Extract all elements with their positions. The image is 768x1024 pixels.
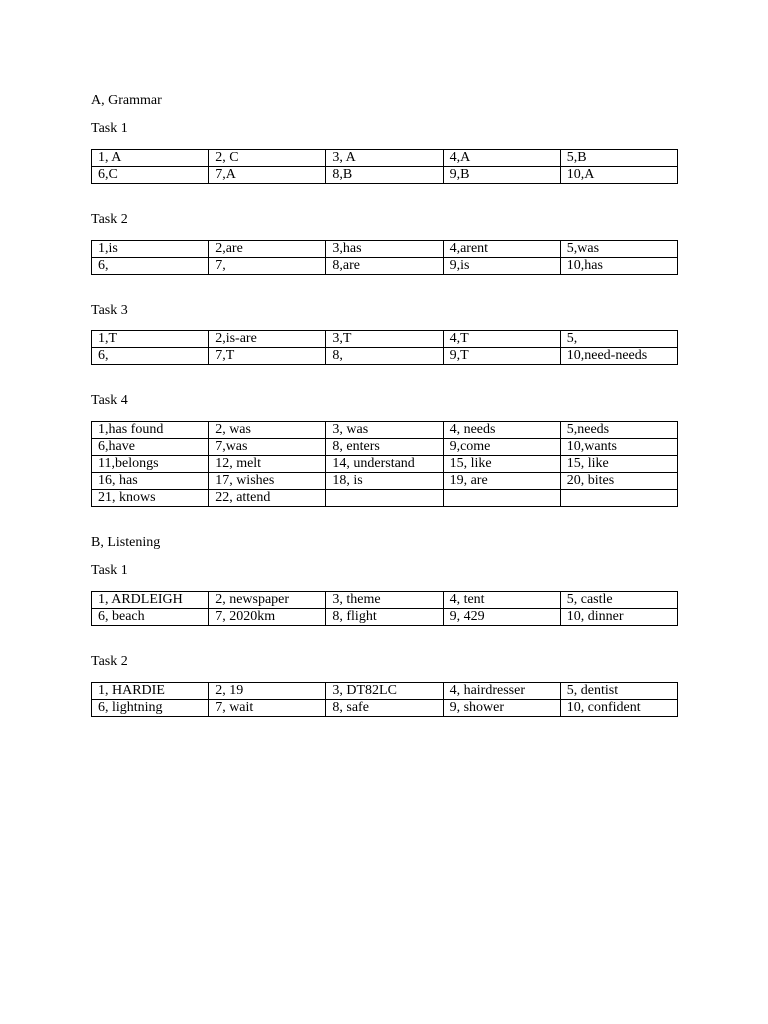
answer-cell: 2, 19 — [209, 683, 326, 700]
answer-cell: 17, wishes — [209, 473, 326, 490]
table-row — [92, 241, 678, 258]
answer-cell: 9,B — [443, 167, 560, 184]
answer-cell: 5, castle — [560, 592, 677, 609]
answer-cell — [443, 490, 560, 507]
answer-cell: 5,B — [560, 150, 677, 167]
answer-cell: 4,arent — [443, 241, 560, 258]
answer-table-grammar-task1 — [91, 149, 678, 184]
task-label-listening-2: Task 2 — [91, 654, 128, 669]
answer-cell: 6, — [92, 258, 209, 275]
table-row — [92, 683, 678, 700]
answer-cell: 4,T — [443, 331, 560, 348]
table-row — [92, 490, 678, 507]
answer-cell: 7, — [209, 258, 326, 275]
table-row — [92, 456, 678, 473]
answer-cell: 10,need-needs — [560, 348, 677, 365]
answer-cell: 3, A — [326, 150, 443, 167]
answer-cell: 8,B — [326, 167, 443, 184]
table-row — [92, 700, 678, 717]
answer-table-grammar-task2 — [91, 240, 678, 275]
answer-cell: 7,T — [209, 348, 326, 365]
answer-cell: 10,A — [560, 167, 677, 184]
answer-cell: 21, knows — [92, 490, 209, 507]
answer-cell: 1,is — [92, 241, 209, 258]
answer-cell: 15, like — [443, 456, 560, 473]
answer-cell: 19, are — [443, 473, 560, 490]
answer-cell: 8, — [326, 348, 443, 365]
table-row — [92, 439, 678, 456]
answer-cell: 6, — [92, 348, 209, 365]
answer-cell: 15, like — [560, 456, 677, 473]
answer-table-grammar-task3 — [91, 330, 678, 365]
answer-cell: 3, theme — [326, 592, 443, 609]
answer-cell: 11,belongs — [92, 456, 209, 473]
answer-cell: 1,has found — [92, 422, 209, 439]
answer-cell: 3, was — [326, 422, 443, 439]
task-label-grammar-4: Task 4 — [91, 393, 128, 408]
answer-cell: 7,A — [209, 167, 326, 184]
answer-cell: 7, wait — [209, 700, 326, 717]
answer-cell: 6, lightning — [92, 700, 209, 717]
table-row — [92, 592, 678, 609]
answer-cell — [326, 490, 443, 507]
section-title-listening: B, Listening — [91, 535, 161, 550]
answer-cell: 5,was — [560, 241, 677, 258]
answer-cell: 18, is — [326, 473, 443, 490]
answer-cell: 10,has — [560, 258, 677, 275]
answer-cell: 9,come — [443, 439, 560, 456]
answer-cell: 9, shower — [443, 700, 560, 717]
answer-cell: 8,are — [326, 258, 443, 275]
answer-cell: 6, beach — [92, 609, 209, 626]
answer-cell: 4, needs — [443, 422, 560, 439]
answer-cell: 10, confident — [560, 700, 677, 717]
task-label-listening-1: Task 1 — [91, 563, 128, 578]
answer-cell: 6,C — [92, 167, 209, 184]
answer-cell: 14, understand — [326, 456, 443, 473]
answer-cell: 8, enters — [326, 439, 443, 456]
answer-cell: 1, A — [92, 150, 209, 167]
answer-cell: 6,have — [92, 439, 209, 456]
answer-cell: 2,is-are — [209, 331, 326, 348]
section-title-grammar: A, Grammar — [91, 93, 162, 108]
answer-table-listening-task1 — [91, 591, 678, 626]
answer-cell: 8, flight — [326, 609, 443, 626]
answer-cell: 16, has — [92, 473, 209, 490]
answer-table-listening-task2 — [91, 682, 678, 717]
answer-cell: 9, 429 — [443, 609, 560, 626]
task-label-grammar-3: Task 3 — [91, 303, 128, 318]
table-row — [92, 348, 678, 365]
answer-cell: 3,has — [326, 241, 443, 258]
answer-cell: 7,was — [209, 439, 326, 456]
answer-cell — [560, 490, 677, 507]
answer-table-grammar-task4 — [91, 421, 678, 507]
table-row — [92, 609, 678, 626]
answer-cell: 5, — [560, 331, 677, 348]
answer-cell: 10, dinner — [560, 609, 677, 626]
answer-cell: 5, dentist — [560, 683, 677, 700]
table-row — [92, 167, 678, 184]
table-row — [92, 258, 678, 275]
answer-cell: 4, hairdresser — [443, 683, 560, 700]
answer-cell: 9,is — [443, 258, 560, 275]
table-row — [92, 331, 678, 348]
table-row — [92, 422, 678, 439]
answer-cell: 2,are — [209, 241, 326, 258]
answer-cell: 1, ARDLEIGH — [92, 592, 209, 609]
answer-cell: 9,T — [443, 348, 560, 365]
answer-cell: 12, melt — [209, 456, 326, 473]
answer-cell: 2, C — [209, 150, 326, 167]
answer-cell: 1,T — [92, 331, 209, 348]
answer-cell: 3, DT82LC — [326, 683, 443, 700]
answer-cell: 7, 2020km — [209, 609, 326, 626]
answer-cell: 3,T — [326, 331, 443, 348]
answer-cell: 4,A — [443, 150, 560, 167]
answer-cell: 5,needs — [560, 422, 677, 439]
answer-cell: 1, HARDIE — [92, 683, 209, 700]
answer-cell: 4, tent — [443, 592, 560, 609]
answer-cell: 22, attend — [209, 490, 326, 507]
answer-cell: 10,wants — [560, 439, 677, 456]
answer-cell: 2, was — [209, 422, 326, 439]
table-row — [92, 473, 678, 490]
answer-cell: 20, bites — [560, 473, 677, 490]
table-row — [92, 150, 678, 167]
answer-cell: 2, newspaper — [209, 592, 326, 609]
answer-cell: 8, safe — [326, 700, 443, 717]
task-label-grammar-1: Task 1 — [91, 121, 128, 136]
task-label-grammar-2: Task 2 — [91, 212, 128, 227]
